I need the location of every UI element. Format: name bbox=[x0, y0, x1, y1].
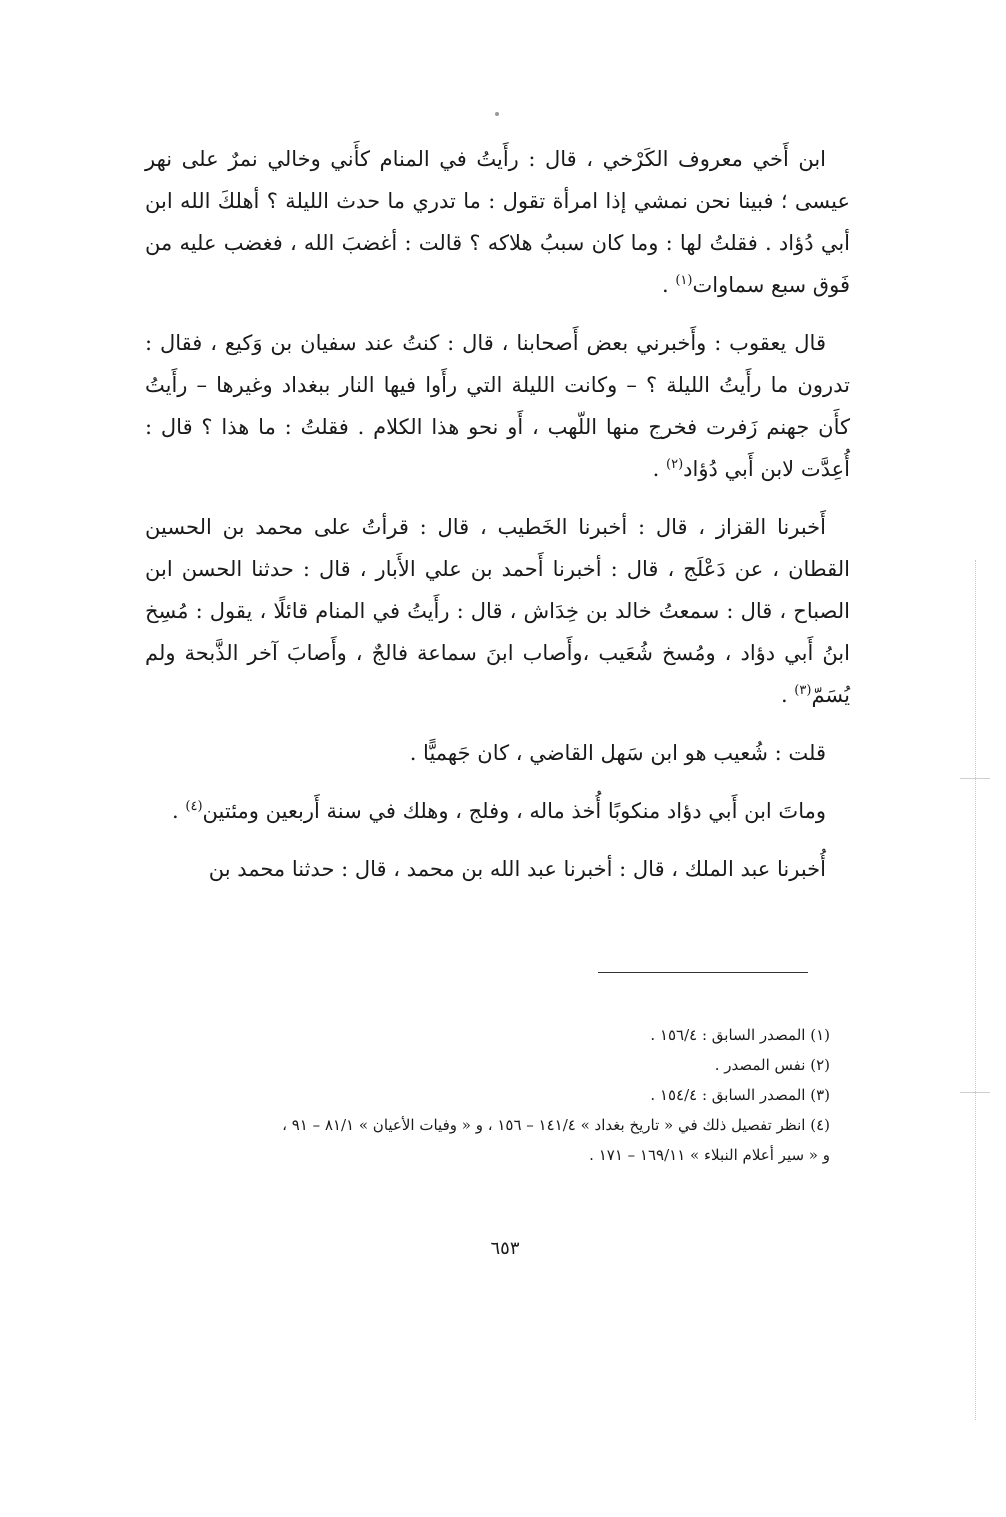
footnote-3: (٣) المصدر السابق : ١٥٤/٤ . bbox=[650, 1086, 830, 1104]
paragraph-1 bbox=[145, 138, 850, 306]
paragraph-3 bbox=[145, 506, 850, 716]
footnote-2: (٢) نفس المصدر . bbox=[714, 1056, 830, 1074]
paragraph-text: أَخبرنا القزاز ، قال : أخبرنا الخَطيب ، قال : قرأتُ على محمد بن الحسين القطان ، عن دَعْلَج ، قال : أخبرنا أَحمد بن علي الأَبار ، قال : حدثنا الحسن ابن الصباح ، قال : سمعتُ خالد بن خِدَاش ، قال : رأَيتُ في المنام قائلًا ، يقول : مُسِخ ابنُ أَبي دؤاد ، ومُسخ شُعَيب ،وأَصاب ابنَ سماعة فالجٌ ، وأَصابَ آخر الذَّبحة ولم يُسَمّ bbox=[145, 515, 850, 707]
paragraph-text: وماتَ ابن أَبي دؤاد منكوبًا أُخذ ماله ، وفلج ، وهلك في سنة أَربعين ومئتين bbox=[202, 799, 826, 823]
main-text-body bbox=[145, 138, 850, 906]
paragraph-4 bbox=[145, 732, 850, 774]
paragraph-tail: . bbox=[780, 683, 795, 707]
paragraph-6 bbox=[145, 848, 850, 890]
top-dot-mark bbox=[495, 112, 499, 116]
paragraph-text: قال يعقوب : وأَخبرني بعض أَصحابنا ، قال : كنتُ عند سفيان بن وَكيع ، فقال : تدرون ما رأَيتُ الليلة ؟ – وكانت الليلة التي رأَوا فيها النار ببغداد وغيرها – رأَيتُ كأَن جهنم زَفرت فخرج منها اللّهب ، أَو نحو هذا الكلام . فقلتُ : ما هذا ؟ قال : أُعِدَّت لابن أَبي دُؤاد bbox=[145, 331, 850, 481]
footnote-ref: (٤) bbox=[185, 799, 203, 814]
footnote-1: (١) المصدر السابق : ١٥٦/٤ . bbox=[650, 1026, 830, 1044]
paragraph-text: أُخبرنا عبد الملك ، قال : أخبرنا عبد الله بن محمد ، قال : حدثنا محمد بن bbox=[208, 857, 826, 881]
paragraph-text: ابن أَخي معروف الكَرْخي ، قال : رأَيتُ في المنام كأَني وخالي نمرٌ على نهر عيسى ؛ فبينا نحن نمشي إذا امرأة تقول : ما تدري ما حدث الليلة ؟ أهلكَ الله ابن أبي دُؤاد . فقلتُ لها : وما كان سببُ هلاكه ؟ قالت : أغضبَ الله ، فغضب عليه من فَوق سبع سماوات bbox=[145, 147, 850, 297]
page-number: ٦٥٣ bbox=[490, 1238, 520, 1259]
footnote-4: (٤) انظر تفصيل ذلك في « تاريخ بغداد » ١٤١/٤ – ١٥٦ ، و « وفيات الأعيان » ٨١/١ – ٩١ ، bbox=[282, 1116, 830, 1134]
footnotes bbox=[140, 1020, 830, 1170]
footnote-ref: (٢) bbox=[666, 457, 684, 472]
paragraph-tail: . bbox=[652, 457, 666, 481]
paragraph-text: قلت : شُعيب هو ابن سَهل القاضي ، كان جَهميًّا . bbox=[409, 741, 826, 765]
scan-margin-tick bbox=[960, 778, 990, 779]
paragraph-2 bbox=[145, 322, 850, 490]
scan-margin-line bbox=[975, 560, 976, 1420]
scan-margin-tick bbox=[960, 1092, 990, 1093]
paragraph-5 bbox=[145, 790, 850, 832]
footnote-ref: (١) bbox=[675, 273, 693, 288]
footnote-4-continuation: و « سير أعلام النبلاء » ١٦٩/١١ – ١٧١ . bbox=[589, 1146, 830, 1164]
paragraph-tail: . bbox=[172, 799, 186, 823]
paragraph-tail: . bbox=[661, 273, 676, 297]
footnote-ref: (٣) bbox=[794, 683, 812, 698]
footnote-separator bbox=[598, 972, 808, 973]
